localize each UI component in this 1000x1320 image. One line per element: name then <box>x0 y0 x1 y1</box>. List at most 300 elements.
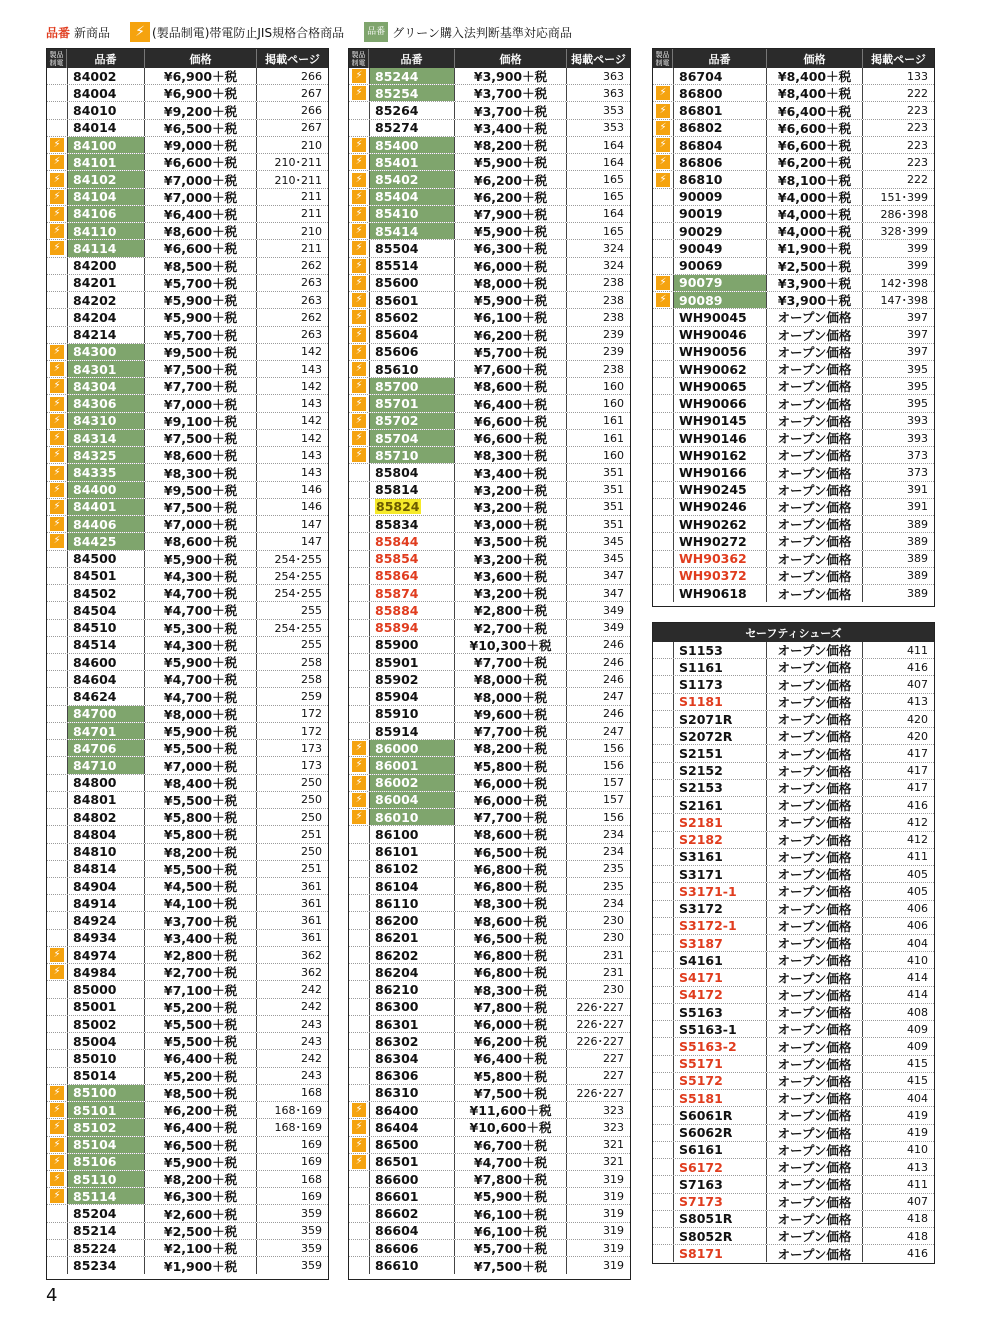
mark-cell <box>349 447 369 463</box>
item-page: 234 <box>603 896 624 910</box>
table-row <box>349 757 630 774</box>
item-page: 363 <box>603 69 624 83</box>
item-code: 86604 <box>369 1223 455 1239</box>
item-price: ¥5,900＋税 <box>455 292 567 308</box>
mark-cell <box>349 1205 369 1221</box>
item-price: ¥5,700＋税 <box>145 327 257 343</box>
item-page: 250 <box>301 845 322 859</box>
price-table-2 <box>348 48 631 1280</box>
item-page: 238 <box>603 293 624 307</box>
mark-cell <box>349 620 369 636</box>
item-price: ¥8,300＋税 <box>455 447 567 463</box>
table-row <box>653 413 934 430</box>
antistatic-bolt-icon: ⚡ <box>50 379 64 393</box>
table-row <box>349 533 630 550</box>
item-price: ¥6,100＋税 <box>455 1223 567 1239</box>
mark-cell <box>47 171 67 187</box>
item-price: ¥7,500＋税 <box>145 499 257 515</box>
item-page: 254･255 <box>274 587 322 601</box>
mark-cell <box>653 68 673 84</box>
item-page: 251 <box>301 827 322 841</box>
item-code: 86102 <box>369 861 455 877</box>
table-row <box>349 68 630 85</box>
table-row <box>653 694 934 711</box>
item-price: ¥8,600＋税 <box>455 912 567 928</box>
item-code: 84701 <box>67 723 145 739</box>
mark-cell <box>349 999 369 1015</box>
item-code: 85014 <box>67 1068 145 1084</box>
item-page: 413 <box>907 1160 928 1174</box>
item-page: 143 <box>301 397 322 411</box>
item-price: ¥6,400＋税 <box>455 395 567 411</box>
antistatic-bolt-icon: ⚡ <box>352 793 366 807</box>
item-code: 84810 <box>67 844 145 860</box>
table-row <box>653 344 934 361</box>
item-page: 395 <box>907 379 928 393</box>
table-row <box>653 642 934 659</box>
item-price: ¥7,500＋税 <box>455 1257 567 1274</box>
table-row <box>653 327 934 344</box>
item-price: ¥5,800＋税 <box>455 757 567 773</box>
item-code: 85701 <box>369 395 455 411</box>
item-code: 86800 <box>673 85 767 101</box>
mark-cell <box>653 1021 673 1037</box>
table-row <box>653 378 934 395</box>
item-price: ¥5,500＋税 <box>145 1016 257 1032</box>
mark-cell <box>349 361 369 377</box>
table-header <box>349 49 630 68</box>
table-row <box>47 189 328 206</box>
mark-cell <box>47 620 67 636</box>
mark-cell <box>349 1257 369 1274</box>
mark-cell <box>349 309 369 325</box>
table-row <box>47 878 328 895</box>
item-price: ¥9,500＋税 <box>145 482 257 498</box>
item-price: オープン価格 <box>767 694 863 710</box>
item-price: ¥6,800＋税 <box>455 964 567 980</box>
item-price: オープン価格 <box>767 1125 863 1141</box>
mark-cell <box>349 171 369 187</box>
antistatic-bolt-icon: ⚡ <box>50 397 64 411</box>
mark-cell <box>653 728 673 744</box>
item-code: 84201 <box>67 275 145 291</box>
item-page: 143 <box>301 362 322 376</box>
mark-cell <box>349 1240 369 1256</box>
item-code: WH90162 <box>673 447 767 463</box>
item-page: 405 <box>907 867 928 881</box>
mark-cell <box>47 327 67 343</box>
table-row <box>653 1021 934 1038</box>
item-code: 84100 <box>67 137 145 153</box>
table-row <box>47 1171 328 1188</box>
item-page: 165 <box>603 190 624 204</box>
table-row <box>349 275 630 292</box>
item-page: 359 <box>301 1241 322 1255</box>
item-price: オープン価格 <box>767 585 863 602</box>
item-page: 168 <box>301 1086 322 1100</box>
item-page: 160 <box>603 397 624 411</box>
item-code: 85401 <box>369 154 455 170</box>
mark-cell <box>653 223 673 239</box>
item-price: ¥8,300＋税 <box>455 895 567 911</box>
mark-cell <box>47 223 67 239</box>
item-page: 361 <box>301 914 322 928</box>
item-code: 90069 <box>673 258 767 274</box>
antistatic-bolt-icon: ⚡ <box>352 1155 366 1169</box>
item-page: 407 <box>907 678 928 692</box>
item-price: ¥7,700＋税 <box>455 723 567 739</box>
item-code: 85102 <box>67 1119 145 1135</box>
item-code: WH90066 <box>673 395 767 411</box>
mark-cell <box>47 844 67 860</box>
item-code: 86704 <box>673 68 767 84</box>
legend <box>46 20 592 44</box>
table-body <box>47 68 328 1274</box>
item-page: 321 <box>603 1138 624 1152</box>
item-code: 85504 <box>369 240 455 256</box>
item-page: 226･227 <box>576 1018 624 1031</box>
antistatic-bolt-icon: ⚡ <box>50 241 64 255</box>
table-row <box>47 1257 328 1274</box>
item-page: 389 <box>907 569 928 583</box>
item-code: 85010 <box>67 1050 145 1066</box>
mark-cell <box>653 987 673 1003</box>
item-price: ¥8,400＋税 <box>767 68 863 84</box>
item-page: 211 <box>301 190 322 204</box>
item-code: 86810 <box>673 171 767 187</box>
item-price: ¥2,600＋税 <box>145 1205 257 1221</box>
mark-cell <box>47 637 67 653</box>
table-row <box>349 585 630 602</box>
mark-cell <box>349 482 369 498</box>
item-page: 323 <box>603 1120 624 1134</box>
item-page: 409 <box>907 1040 928 1053</box>
item-price: ¥2,500＋税 <box>145 1223 257 1239</box>
mark-cell <box>653 780 673 796</box>
item-price: ¥5,200＋税 <box>145 1068 257 1084</box>
header-mark: 製品制電 <box>653 49 673 68</box>
item-code: S2153 <box>673 780 767 796</box>
item-price: ¥5,800＋税 <box>455 1068 567 1084</box>
mark-cell <box>349 1137 369 1153</box>
mark-cell <box>349 258 369 274</box>
table-row <box>653 969 934 986</box>
item-page: 242 <box>301 983 322 997</box>
item-page: 161 <box>603 431 624 445</box>
antistatic-bolt-icon: ⚡ <box>352 310 366 324</box>
item-page: 323 <box>603 1103 624 1117</box>
header-code: 品番 <box>673 49 767 68</box>
item-page: 227 <box>603 1051 624 1065</box>
item-price: ¥8,200＋税 <box>145 844 257 860</box>
table-row <box>47 327 328 344</box>
table-row <box>653 1073 934 1090</box>
mark-cell <box>653 378 673 394</box>
item-page: 243 <box>301 1069 322 1083</box>
item-page: 411 <box>907 850 928 864</box>
mark-cell <box>653 935 673 951</box>
table-row <box>47 120 328 137</box>
table-row <box>653 1194 934 1211</box>
item-code: 85000 <box>67 981 145 997</box>
mark-cell <box>349 585 369 601</box>
mark-cell <box>349 1119 369 1135</box>
mark-cell <box>653 1245 673 1262</box>
item-price: ¥6,000＋税 <box>455 792 567 808</box>
item-price: ¥6,400＋税 <box>145 206 257 222</box>
item-code: 84301 <box>67 361 145 377</box>
mark-cell <box>653 327 673 343</box>
table-row <box>349 844 630 861</box>
item-page: 258 <box>301 655 322 669</box>
table-row <box>653 120 934 137</box>
item-price: オープン価格 <box>767 763 863 779</box>
item-code: 85004 <box>67 1033 145 1049</box>
item-page: 151･399 <box>880 190 928 204</box>
antistatic-bolt-icon: ⚡ <box>656 104 670 118</box>
item-price: ¥9,200＋税 <box>145 102 257 118</box>
mark-cell <box>349 1102 369 1118</box>
item-code: S3172 <box>673 901 767 917</box>
mark-cell <box>349 775 369 791</box>
item-page: 246 <box>603 672 624 686</box>
mark-cell <box>47 309 67 325</box>
table-row <box>349 1137 630 1154</box>
item-code: 84700 <box>67 706 145 722</box>
item-page: 169 <box>301 1189 322 1203</box>
item-code: 85234 <box>67 1257 145 1274</box>
item-price: ¥8,400＋税 <box>767 85 863 101</box>
mark-cell <box>47 775 67 791</box>
item-page: 411 <box>907 1177 928 1191</box>
item-price: ¥6,600＋税 <box>455 430 567 446</box>
antistatic-bolt-icon: ⚡ <box>352 173 366 187</box>
item-price: ¥5,500＋税 <box>145 740 257 756</box>
item-price: ¥6,600＋税 <box>767 137 863 153</box>
antistatic-bolt-icon: ⚡ <box>352 207 366 221</box>
mark-cell <box>349 551 369 567</box>
table-row <box>47 637 328 654</box>
item-page: 254･255 <box>274 621 322 635</box>
item-page: 319 <box>603 1259 624 1273</box>
table-row <box>349 464 630 481</box>
mark-cell <box>653 240 673 256</box>
item-code: 85104 <box>67 1137 145 1153</box>
item-price: オープン価格 <box>767 1056 863 1072</box>
item-code: 84114 <box>67 240 145 256</box>
mark-cell <box>349 206 369 222</box>
item-page: 168･169 <box>274 1104 322 1118</box>
item-price: ¥4,500＋税 <box>145 878 257 894</box>
item-price: ¥6,200＋税 <box>455 171 567 187</box>
item-price: ¥6,800＋税 <box>455 878 567 894</box>
item-price: ¥7,700＋税 <box>145 378 257 394</box>
antistatic-bolt-icon: ⚡ <box>352 86 366 100</box>
item-price: ¥5,200＋税 <box>145 999 257 1015</box>
table-row <box>349 171 630 188</box>
item-price: オープン価格 <box>767 1159 863 1175</box>
mark-cell <box>47 516 67 532</box>
table-row <box>349 1154 630 1171</box>
item-page: 246 <box>603 638 624 652</box>
item-page: 397 <box>907 310 928 324</box>
mark-cell <box>47 1171 67 1187</box>
mark-cell <box>653 120 673 136</box>
mark-cell <box>47 482 67 498</box>
item-code: 85100 <box>67 1085 145 1101</box>
mark-cell <box>47 912 67 928</box>
table-row <box>47 912 328 929</box>
item-page: 406 <box>907 902 928 916</box>
item-price: オープン価格 <box>767 659 863 675</box>
item-price: オープン価格 <box>767 1090 863 1106</box>
item-price: ¥6,600＋税 <box>455 413 567 429</box>
table-row <box>653 797 934 814</box>
item-price: ¥5,900＋税 <box>145 654 257 670</box>
item-page: 262 <box>301 259 322 273</box>
item-code: 84200 <box>67 258 145 274</box>
antistatic-bolt-icon: ⚡ <box>352 379 366 393</box>
item-price: ¥2,100＋税 <box>145 1240 257 1256</box>
table-row <box>349 723 630 740</box>
item-code: 84914 <box>67 895 145 911</box>
mark-cell <box>47 861 67 877</box>
mark-cell <box>47 240 67 256</box>
table-row <box>47 1033 328 1050</box>
item-price: ¥7,800＋税 <box>455 999 567 1015</box>
antistatic-bolt-icon: ⚡ <box>352 397 366 411</box>
table-row <box>653 464 934 481</box>
item-page: 361 <box>301 931 322 945</box>
header-page: 掲載ページ <box>265 52 320 66</box>
item-code: S3171 <box>673 866 767 882</box>
item-code: 85402 <box>369 171 455 187</box>
item-page: 210･211 <box>274 156 322 170</box>
item-code: S1173 <box>673 676 767 692</box>
item-code: S4161 <box>673 952 767 968</box>
table-row <box>349 206 630 223</box>
mark-cell <box>653 85 673 101</box>
item-code: S6161 <box>673 1142 767 1158</box>
item-code: WH90246 <box>673 499 767 515</box>
item-page: 239 <box>603 328 624 342</box>
mark-cell <box>349 223 369 239</box>
table-row <box>349 102 630 119</box>
item-price: ¥4,700＋税 <box>455 1154 567 1170</box>
table-row <box>47 999 328 1016</box>
item-page: 246 <box>603 655 624 669</box>
table-row <box>47 447 328 464</box>
mark-cell <box>47 568 67 584</box>
mark-cell <box>653 482 673 498</box>
item-code: 84400 <box>67 482 145 498</box>
antistatic-bolt-icon: ⚡ <box>50 207 64 221</box>
item-price: ¥6,200＋税 <box>767 154 863 170</box>
table-row <box>47 258 328 275</box>
item-page: 147 <box>301 517 322 531</box>
mark-cell <box>47 930 67 946</box>
table-row <box>349 344 630 361</box>
antistatic-bolt-icon: ⚡ <box>50 1189 64 1203</box>
item-code: 85844 <box>369 533 455 549</box>
new-item-mark: 品番 <box>46 25 71 40</box>
item-price: オープン価格 <box>767 395 863 411</box>
item-price: ¥8,300＋税 <box>145 464 257 480</box>
safety-shoes-title: セーフティシューズ <box>653 623 934 642</box>
item-code: S2182 <box>673 832 767 848</box>
mark-cell <box>653 1228 673 1244</box>
item-price: オープン価格 <box>767 413 863 429</box>
item-price: オープン価格 <box>767 883 863 899</box>
item-price: ¥2,700＋税 <box>455 620 567 636</box>
table-row <box>653 711 934 728</box>
item-price: オープン価格 <box>767 952 863 968</box>
item-code: 90029 <box>673 223 767 239</box>
item-code: 84110 <box>67 223 145 239</box>
mark-cell <box>349 895 369 911</box>
item-price: ¥8,500＋税 <box>145 1085 257 1101</box>
page-number: 4 <box>46 1285 58 1306</box>
item-price: ¥3,700＋税 <box>455 85 567 101</box>
mark-cell <box>47 378 67 394</box>
item-price: ¥8,200＋税 <box>455 137 567 153</box>
mark-cell <box>653 676 673 692</box>
item-code: S5171 <box>673 1056 767 1072</box>
table-row <box>47 568 328 585</box>
item-code: 84102 <box>67 171 145 187</box>
mark-cell <box>349 137 369 153</box>
item-price: ¥7,500＋税 <box>145 361 257 377</box>
item-price: オープン価格 <box>767 378 863 394</box>
item-price: ¥3,400＋税 <box>145 930 257 946</box>
table-row <box>653 883 934 900</box>
table-row <box>653 866 934 883</box>
mark-cell <box>653 797 673 813</box>
header-mark: 製品制電 <box>47 49 67 68</box>
item-price: ¥11,600＋税 <box>455 1102 567 1118</box>
item-page: 417 <box>907 781 928 795</box>
item-page: 345 <box>603 552 624 566</box>
mark-cell <box>47 464 67 480</box>
item-price: ¥8,000＋税 <box>455 671 567 687</box>
table-row <box>47 930 328 947</box>
item-page: 404 <box>907 936 928 950</box>
table-row <box>47 85 328 102</box>
item-price: ¥6,500＋税 <box>145 120 257 136</box>
table-body <box>653 68 934 602</box>
mark-cell <box>653 292 673 308</box>
item-code: S7173 <box>673 1194 767 1210</box>
item-code: 85404 <box>369 189 455 205</box>
antistatic-bolt-icon: ⚡ <box>50 534 64 548</box>
table-row <box>47 1188 328 1205</box>
table-row <box>653 171 934 188</box>
table-row <box>653 1107 934 1124</box>
mark-cell <box>653 533 673 549</box>
item-page: 409 <box>907 1022 928 1036</box>
item-page: 393 <box>907 431 928 445</box>
antistatic-bolt-icon: ⚡ <box>50 500 64 514</box>
mark-cell <box>349 499 369 515</box>
item-price: オープン価格 <box>767 1038 863 1054</box>
table-row <box>349 688 630 705</box>
mark-cell <box>349 637 369 653</box>
item-price: オープン価格 <box>767 780 863 796</box>
table-row <box>349 1119 630 1136</box>
item-page: 250 <box>301 810 322 824</box>
antistatic-bolt-icon: ⚡ <box>352 190 366 204</box>
item-code: 85101 <box>67 1102 145 1118</box>
